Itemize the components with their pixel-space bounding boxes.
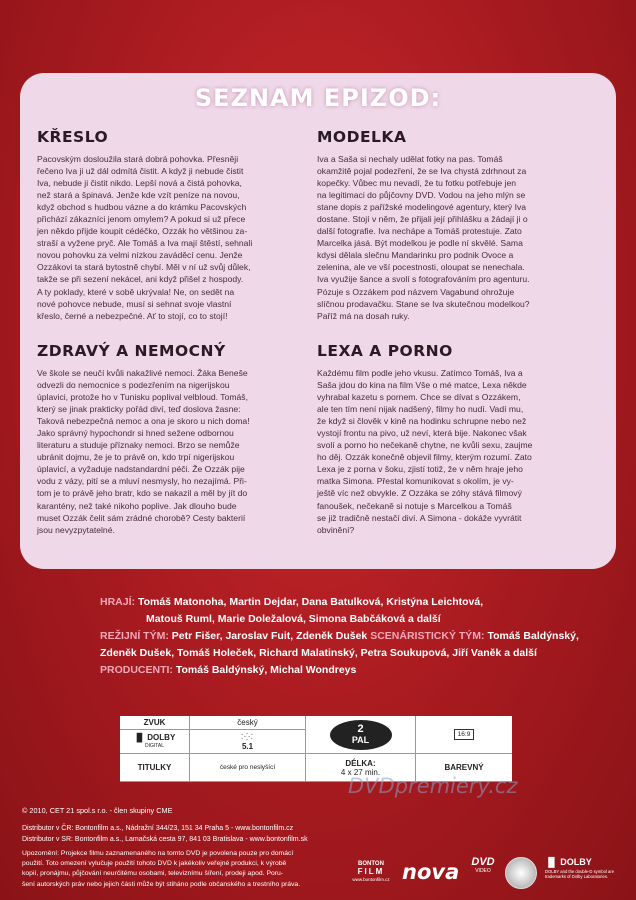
episode-text-line: karantény, než také nikoho poplive. Jak dlouho bude (37, 500, 237, 511)
spec-delka: DÉLKA: 4 x 27 min. (306, 754, 416, 782)
episode-text-line: než stará a špinavá. Jenže kde vzít peníze na novou, (37, 190, 240, 201)
episode-text-line: takže se při sezení nekácel, ani když přišel z hospody. (37, 274, 244, 285)
spec-titulky-value: české pro neslyšící (190, 754, 306, 782)
episode-text-line: přichází zákazníci jenom omylem? A pokud si už přece (37, 214, 246, 225)
episode-text-line: ale ten tím není nijak nadšený, filmy ho nudí. Vadí mu, (317, 404, 524, 415)
notice-line: šení autorských práv nebo jejich části může být stiháno podle občanského a trestního práva. (22, 880, 301, 888)
direction-value: Petr Fišer, Jaroslav Fuit, Zdeněk Dušek (171, 630, 368, 642)
episode-text-line: Každému film podle jeho vkusu. Zatímco Tomáš, Iva a (317, 368, 523, 378)
dolby-dd-icon: ▐▌ (133, 732, 146, 742)
region-number: 2 (357, 722, 364, 735)
pal-label: PAL (351, 734, 370, 745)
notice-line: použití. Toto omezení vylučuje použití tohoto DVD k jakékoliv veřejné produkci, k výrobě (22, 860, 287, 868)
episode-text-line: svolí a porno ho nečekaně chytne, ne kvůli sexu, zaujme (317, 440, 533, 451)
episode-text-line: dostane. Stojí v něm, že přijali její přihlášku a žádají ji o (317, 214, 528, 225)
episode-title-lexa: LEXA A PORNO (317, 342, 453, 360)
ratio-badge: 16:9 (454, 729, 475, 740)
producers-value: Tomáš Baldýnský, Michal Wondreys (175, 664, 357, 676)
spec-cesky: český (190, 716, 306, 730)
episode-text-line: další fotografie. Iva nechápe a Tomáš protestuje. Zato (317, 226, 522, 237)
episode-text-line: nové pohovce nebude, musí si sehnat svoje vlastní (37, 298, 232, 309)
speaker-layout-icon: ⁚⁛⁚ (240, 733, 255, 741)
producers-label: PRODUCENTI: (100, 664, 173, 676)
episode-text-line: tom je to právě jeho bratr, kdo se nakazil a měl by jít do (37, 488, 248, 499)
episode-text-lexa (317, 367, 602, 536)
episode-text-line: který se jinak prakticky pořád diví, teď doslova žasne: (37, 404, 241, 415)
episode-text-line: úplavici, protože ho v Tunisku poplival velbloud. Tomáš, (37, 392, 248, 403)
copyright: © 2010, CET 21 spol.s r.o. - člen skupiny CME (22, 806, 173, 815)
watermark: DVDpremiery.cz (348, 774, 518, 798)
episode-title-kreslo: KŘESLO (37, 128, 109, 146)
episode-text-line: Lexa je z porna v šoku, zjistí totiž, že v něm hraje jeho (317, 464, 523, 475)
distributor-sr: Distributor v SR: Bontonfilm a.s., Lamačská cesta 97, 841 03 Bratislava - www.bontonfilm.sk (22, 836, 308, 843)
episode-text-line: literaturu a studuje příznaky nemoci. Brzo se nemůže (37, 440, 240, 451)
episode-text-line: když obchod s hudbou vázne a do krámku Pacovských (37, 202, 247, 213)
episode-text-line: Paříž má na dosah ruky. (317, 310, 410, 321)
spec-dolby-digital: ▐▌ DOLBY DIGITAL (120, 730, 190, 754)
screenplay-value-1: Tomáš Baldýnský, (487, 630, 579, 642)
episode-text-line: odvezli do nemocnice s podezřením na nigerijskou (37, 380, 230, 391)
episode-title-zdravy: ZDRAVÝ A NEMOCNÝ (37, 342, 226, 360)
episode-text-line: Iva, nebude ji čistit nikdo. Lepší nová a čistá pohovka, (37, 178, 242, 189)
episode-text-line: Jako správný hypochondr si hned sežene odbornou (37, 428, 234, 439)
episode-text-line: Iva a Saša si nechaly udělat fotky na pas. Tomáš (317, 154, 503, 164)
episode-text-line: obvinění? (317, 524, 355, 535)
episode-text-line: A ty poklady, které v sobě ukrývala! Ne, on sedět na (37, 286, 235, 297)
episode-text-line: Ozzákovi ta stará bytostně chybí. Měl v ní už svůj důlek, (37, 262, 251, 273)
notice-line: Upozornění: Projekce filmu zaznamenaného na tomto DVD je povolena pouze pro domácí (22, 850, 294, 857)
episode-text-line: vystojí frontu na pivo, už neví, která bije. Nakonec však (317, 428, 527, 439)
episode-text-kreslo (37, 153, 307, 322)
episode-text-line: křeslo, černé a nebezpečné. Ať to stojí, co to stojí! (37, 310, 228, 321)
episode-text-line: Pózuje s Ozzákem pod názvem Vagabund ohrožuje (317, 286, 515, 297)
cast-line-1: Tomáš Matonoha, Martin Dejdar, Dana Batulková, Kristýna Leichtová, (137, 596, 484, 608)
episode-text-line: se již tradičně nestačí diví. A Simona - dokáže vyvrátit (317, 512, 522, 523)
episode-text-line: slíčnou prodavačku. Stane se Iva skutečnou modelkou? (317, 298, 530, 309)
episode-text-line: úplavicí, a vyžaduje nadstandardní péči. Že Ozzák pije (37, 464, 245, 475)
screenplay-label: SCENÁRISTICKÝ TÝM: (370, 630, 485, 642)
bontonfilm-logo: BONTON FILM www.bontonfilm.cz (352, 861, 390, 882)
tech-specs-table (120, 716, 512, 782)
episode-text-line: na legitimaci do půjčovny DVD. Vodou na jeho mlýn se (317, 190, 526, 201)
episode-text-line: Taková nebezpečná nemoc a ona je skoro u nich doma! (37, 416, 250, 427)
episode-text-line: Ve škole se neučí kvůli nakažlivé nemoci. Žáka Beneše (37, 368, 248, 378)
distributor-cr: Distributor v ČR: Bontonfilm a.s., Nádražní 344/23, 151 34 Praha 5 - www.bontonfilm.cz (22, 825, 294, 832)
episode-text-line: ho děj. Ozzák konečně objevil filmy, kterým rozumí. Zato (317, 452, 532, 463)
episode-text-line: stane dopis z pařížské modelingové agentury, který Iva (317, 202, 527, 213)
episode-text-line: jen někdo přijde koupit cédéčko, Ozzák ho většinou za- (37, 226, 248, 237)
episode-text-modelka (317, 153, 602, 322)
dolby-logo: ▐▌ DOLBY DOLBY and the double-D symbol are trademarks of Dolby Laboratories. (545, 857, 615, 879)
episode-text-zdravy (37, 367, 307, 536)
episode-text-line: fanoušek, nečekaně si notuje s Marcelkou a Tomáš (317, 500, 512, 511)
episode-text-line: muset Ozzák čelit sám zrádné chorobě? Cesty bakterií (37, 512, 246, 523)
episode-text-line: Saša jdou do kina na film Vše o mé matce, Lexa někde (317, 380, 527, 391)
episode-text-line: kopečky. Vůbec mu nevadí, že tu fotku potřebuje jen (317, 178, 517, 189)
disc-icon (505, 857, 537, 889)
episode-text-line: ještě víc než obvykle. Z Ozzáka se zóhy stává filmový (317, 488, 522, 499)
cast-line-2: Matouš Ruml, Marie Doležalová, Simona Babčáková a další (146, 613, 441, 625)
episode-text-line: Marcelka jásá. Být modelkou je podle ní skvělé. Sama (317, 238, 523, 249)
region-pal-badge (306, 716, 416, 754)
episode-text-line: Pacovským dosloužila stará dobrá pohovka. Přesněji (37, 154, 239, 164)
notice-line: kopií, pronájmu, půjčování neurčitému osobami, televiznímu šíření, prodeji apod. Poru- (22, 870, 284, 878)
episode-text-line: vodu z vázy, pití se a mluví nesmysly, ho nezajímá. Při- (37, 476, 247, 487)
episode-text-line: kdysi dělala slečnu Mandarinku pro podnik Ovoce a (317, 250, 514, 261)
episode-text-line: že když si člověk v kině na hodinku schrupne nebo než (317, 416, 527, 427)
legal-notice (22, 849, 300, 890)
episode-text-line: vyhrabal kazetu s pornem. Chce se dívat s Ozzákem, (317, 392, 521, 403)
episode-text-line: jsou nevyzpytatelné. (37, 524, 115, 535)
screenplay-value-2: Zdeněk Dušek, Tomáš Holeček, Richard Malatinský, Petra Soukupová, Jiří Vaněk a další (100, 647, 537, 659)
episode-text-line: matka Simona. Přestal komunikovat s okolím, je vy- (317, 476, 514, 487)
nova-logo: nova (402, 860, 460, 884)
episode-text-line: ubránit dojmu, že je to právě on, kdo trpí nigerijskou (37, 452, 235, 463)
spec-ratio (416, 716, 512, 754)
dolby-logo-icon: ▐▌ (545, 857, 558, 867)
episode-text-line: řečeno Iva ji už dál odmítá čistit. A když ji nebude čistit (37, 166, 244, 177)
spec-channels: ⁚⁛⁚ 5.1 (190, 730, 306, 754)
episode-title-modelka: MODELKA (317, 128, 407, 146)
episode-text-line: Iva využije šance a svolí s fotografováním pro agenturu. (317, 274, 530, 285)
episode-list-title: SEZNAM EPIZOD: (194, 84, 442, 112)
direction-label: REŽIJNÍ TÝM: (100, 630, 169, 642)
episode-text-line: straší a vyžene pryč. Ale Tomáš a Iva mají štěstí, sehnali (37, 238, 253, 249)
spec-barevny: BAREVNÝ (416, 754, 512, 782)
episode-text-line: okamžitě pojal podezření, že se Iva chystá zdrhnout za (317, 166, 527, 177)
spec-zvuk: ZVUK (120, 716, 190, 730)
episode-text-line: novou pohovku za velmi nízkou zaváděcí cenu. Jenže (37, 250, 243, 261)
episode-text-line: zelenina, ale ve vší pocestnosti, oloupat se nenechala. (317, 262, 525, 273)
spec-titulky: TITULKY (120, 754, 190, 782)
dvd-video-logo: DVD VIDEO (471, 856, 495, 874)
cast-label: HRAJÍ: (100, 596, 136, 608)
